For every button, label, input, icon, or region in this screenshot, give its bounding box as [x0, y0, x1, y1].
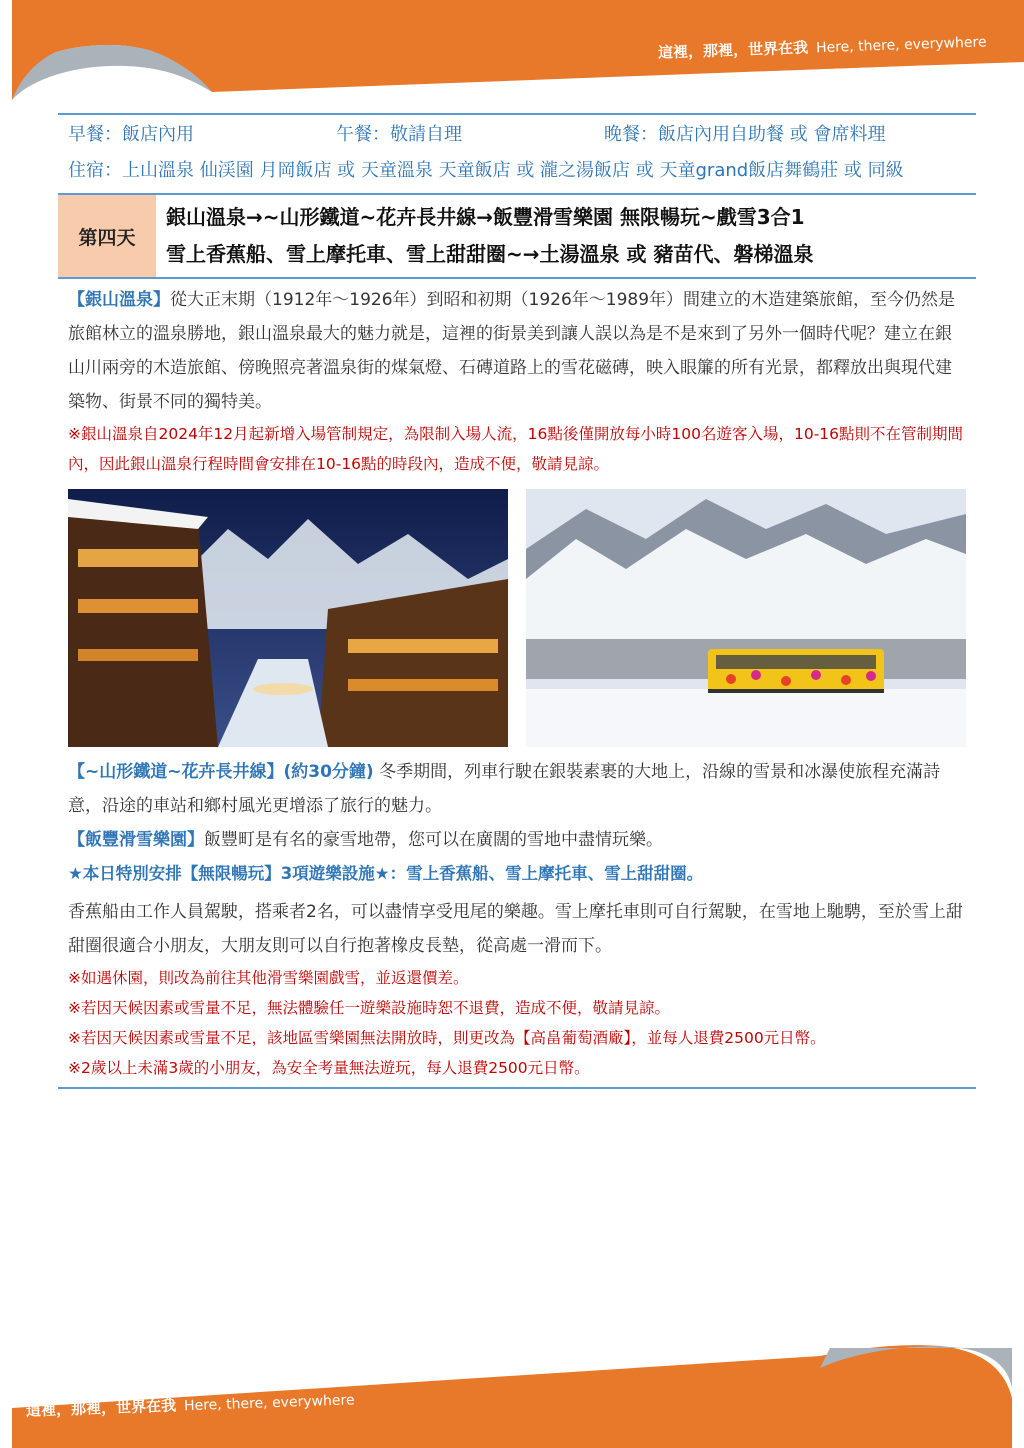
resort-note-2: ※若因天候因素或雪量不足，無法體驗任一遊樂設施時恕不退費，造成不便，敬請見諒。: [68, 999, 670, 1017]
resort-special: ★本日特別安排【無限暢玩】3項遊樂設施★：雪上香蕉船、雪上摩托車、雪上甜甜圈。: [68, 864, 704, 883]
resort-heading: 【飯豐滑雪樂園】: [68, 830, 204, 850]
railway-paragraph: [58, 755, 976, 823]
meals-section: [58, 113, 976, 195]
resort-paragraph: [58, 823, 976, 857]
section-bottom-rule: [58, 1087, 976, 1089]
lodging: 住宿：上山溫泉 仙渓園 月岡飯店 或 天童溫泉 天童飯店 或 瀧之湯飯店 或 天童grand飯店舞鶴莊 或 同級: [68, 160, 904, 181]
railway-text: 冬季期間，列車行駛在銀裝素裹的大地上，沿線的雪景和冰瀑使旅程充滿詩意，沿途的車站和鄉村風光更增添了旅行的魅力。: [68, 762, 941, 816]
ginzan-text: 從大正末期（1912年～1926年）到昭和初期（1926年～1989年）間建立的木造建築旅館，至今仍然是旅館林立的溫泉勝地，銀山溫泉最大的魅力就是，這裡的街景美到讓人誤以為是不是來到了另外一個時代呢？建立在銀山川兩旁的木造旅館、傍晚照亮著溫泉街的煤氣燈、石磚道路上的雪花磁磚，映入眼簾的所有光景，都釋放出與現代建築物、街景不同的獨特美。: [68, 290, 956, 412]
ginzan-onsen-photo: [68, 489, 508, 747]
railway-heading: 【~山形鐵道~花卉長井線】(約30分鐘): [68, 762, 374, 782]
header-tagline-en: Here, there, everywhere: [815, 34, 987, 57]
photos-row: [58, 489, 976, 747]
day-title-line1: 銀山溫泉→~山形鐵道~花卉長井線→飯豐滑雪樂園 無限暢玩~戲雪3合1: [166, 205, 805, 229]
dinner: 晚餐：飯店內用自助餐 或 會席料理: [604, 124, 886, 145]
breakfast: 早餐：飯店內用: [68, 124, 194, 145]
itinerary-content: [58, 113, 976, 1089]
footer-tagline-zh: 這裡，那裡，世界在我: [25, 1396, 177, 1420]
day-label: 第四天: [58, 195, 156, 277]
footer-banner: [0, 1338, 1024, 1448]
resort-description: 香蕉船由工作人員駕駛，搭乘者2名，可以盡情享受甩尾的樂趣。雪上摩托車則可自行駕駛，在雪地上馳騁，至於雪上甜甜圈很適合小朋友，大朋友則可以自行抱著橡皮長墊，從高處一滑而下。: [68, 902, 963, 956]
resort-text: 飯豐町是有名的豪雪地帶，您可以在廣闊的雪地中盡情玩樂。: [204, 830, 663, 850]
ginzan-note: ※銀山溫泉自2024年12月起新增入場管制規定，為限制入場人流，16點後僅開放每小時100名遊客入場，10-16點則不在管制期間內，因此銀山溫泉行程時間會安排在10-16點的時段內，造成不便，敬請見諒。: [68, 425, 964, 473]
ginzan-heading: 【銀山溫泉】: [68, 290, 170, 310]
header-banner: [0, 0, 1024, 110]
day-title-line2: 雪上香蕉船、雪上摩托車、雪上甜甜圈~→土湯溫泉 或 豬苗代、磐梯溫泉: [166, 242, 814, 266]
lunch: 午餐：敬請自理: [336, 124, 462, 145]
resort-note-3: ※若因天候因素或雪量不足，該地區雪樂園無法開放時，則更改為【高畠葡萄酒廠】，並每人退費2500元日幣。: [68, 1029, 826, 1047]
footer-tagline-en: Here, there, everywhere: [183, 1392, 355, 1415]
day-header: [58, 195, 976, 279]
resort-note-1: ※如遇休園，則改為前往其他滑雪樂園戲雪，並返還價差。: [68, 969, 469, 987]
header-tagline-zh: 這裡，那裡，世界在我: [657, 38, 809, 62]
ginzan-paragraph: [58, 283, 976, 419]
day-title: [156, 195, 976, 277]
resort-note-4: ※2歲以上未滿3歲的小朋友，為安全考量無法遊玩，每人退費2500元日幣。: [68, 1059, 590, 1077]
railway-train-photo: [526, 489, 966, 747]
